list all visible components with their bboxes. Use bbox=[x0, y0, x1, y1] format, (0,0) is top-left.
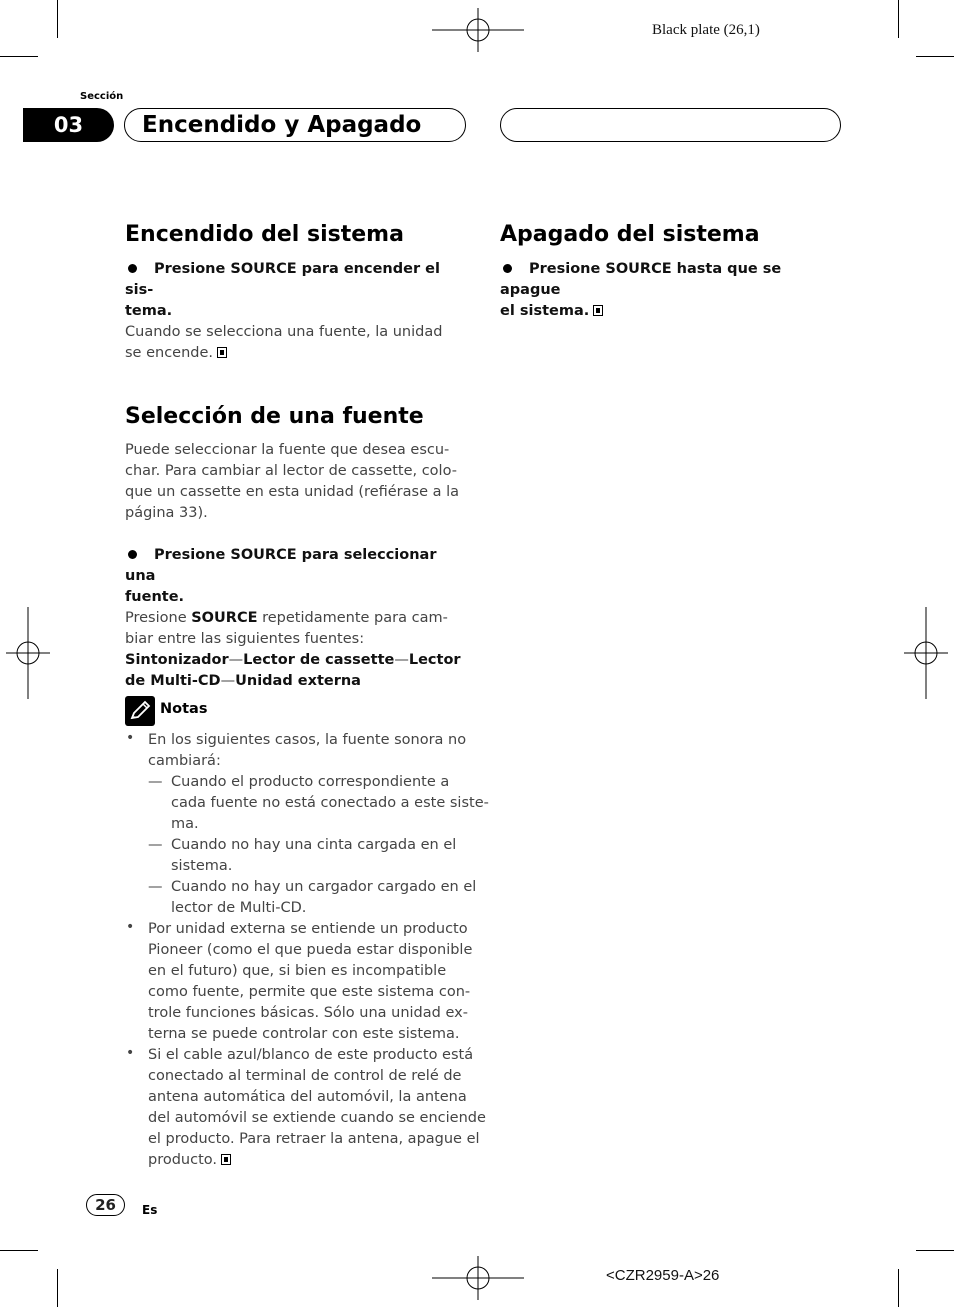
notes-label: Notas bbox=[160, 701, 208, 717]
notes-pencil-icon bbox=[125, 696, 155, 726]
note-line: antena automática del automóvil, la antena bbox=[148, 1089, 467, 1105]
source-list: Sintonizador—Lector de cassette—Lector bbox=[125, 652, 461, 668]
note-subline: lector de Multi-CD. bbox=[171, 900, 307, 916]
note-subline: Cuando no hay un cargador cargado en el bbox=[171, 879, 477, 895]
note-dash: — bbox=[148, 879, 163, 895]
power-on-step: Presione SOURCE para encender el sis- tema. Cuando se selecciona una fuente, la unidad se encende. bbox=[125, 261, 443, 361]
note-line: el producto. Para retraer la antena, apague el bbox=[148, 1131, 480, 1147]
note-dash: — bbox=[148, 837, 163, 853]
end-mark-icon bbox=[221, 1154, 231, 1165]
note-line: producto. bbox=[148, 1150, 231, 1171]
source-select-intro: Puede seleccionar la fuente que desea escu- char. Para cambiar al lector de cassette, colo- que un cassette en esta unidad (refiérase a la página 33). bbox=[125, 442, 460, 521]
plate-label: Black plate (26,1) bbox=[652, 22, 760, 38]
crop-mark bbox=[916, 1250, 954, 1251]
note-line: terna se puede controlar con este sistema. bbox=[148, 1026, 460, 1042]
language-code: Es bbox=[142, 1203, 158, 1217]
section-label: Sección bbox=[80, 91, 124, 102]
note-line: cambiará: bbox=[148, 753, 221, 769]
end-mark-icon bbox=[217, 347, 227, 358]
registration-mark-icon bbox=[432, 1256, 524, 1300]
note-line: del automóvil se extiende cuando se enciende bbox=[148, 1110, 486, 1126]
note-subline: Cuando no hay una cinta cargada en el bbox=[171, 837, 457, 853]
registration-mark-icon bbox=[904, 607, 948, 699]
power-off-heading: Apagado del sistema bbox=[500, 222, 760, 247]
crop-mark bbox=[898, 0, 899, 38]
note-line: En los siguientes casos, la fuente sonora no bbox=[148, 732, 467, 748]
page-number: 26 bbox=[86, 1194, 125, 1216]
crop-mark bbox=[57, 1269, 58, 1307]
source-select-heading: Selección de una fuente bbox=[125, 404, 424, 429]
note-bullet: • bbox=[126, 1045, 135, 1061]
crop-mark bbox=[916, 56, 954, 57]
crop-mark bbox=[898, 1269, 899, 1307]
power-on-heading: Encendido del sistema bbox=[125, 222, 404, 247]
note-subline: cada fuente no está conectado a este siste- bbox=[171, 795, 489, 811]
bullet-dot-icon bbox=[128, 550, 137, 559]
section-title-box bbox=[124, 108, 466, 142]
registration-mark-icon bbox=[6, 607, 50, 699]
source-select-step: Presione SOURCE para seleccionar una fuente. Presione SOURCE repetidamente para cam- biar entre las siguientes fuentes: Sintonizador—Lector de cassette—Lector de Multi-CD—Unidad externa bbox=[125, 545, 470, 692]
note-line: en el futuro) que, si bien es incompatible bbox=[148, 963, 447, 979]
note-subline: ma. bbox=[171, 816, 199, 832]
section-title: Encendido y Apagado bbox=[142, 112, 422, 138]
note-bullet: • bbox=[126, 730, 135, 746]
document-code: <CZR2959-A>26 bbox=[606, 1267, 720, 1284]
note-subline: sistema. bbox=[171, 858, 233, 874]
note-dash: — bbox=[148, 774, 163, 790]
note-line: Por unidad externa se entiende un producto bbox=[148, 921, 468, 937]
bullet-dot-icon bbox=[128, 264, 137, 273]
note-line: conectado al terminal de control de relé de bbox=[148, 1068, 462, 1084]
end-mark-icon bbox=[593, 305, 603, 316]
section-number: 03 bbox=[23, 108, 114, 142]
note-line: Si el cable azul/blanco de este producto está bbox=[148, 1047, 474, 1063]
crop-mark bbox=[0, 1250, 38, 1251]
note-line: trole funciones básicas. Sólo una unidad ex- bbox=[148, 1005, 468, 1021]
crop-mark bbox=[0, 56, 38, 57]
crop-mark bbox=[57, 0, 58, 38]
note-line: Pioneer (como el que pueda estar disponible bbox=[148, 942, 473, 958]
note-subline: Cuando el producto correspondiente a bbox=[171, 774, 450, 790]
pencil-icon bbox=[125, 696, 155, 726]
note-bullet: • bbox=[126, 919, 135, 935]
bullet-dot-icon bbox=[503, 264, 512, 273]
power-off-step: Presione SOURCE hasta que se apague el sistema. bbox=[500, 261, 782, 319]
note-line: como fuente, permite que este sistema con- bbox=[148, 984, 471, 1000]
section-empty-box bbox=[500, 108, 841, 142]
registration-mark-icon bbox=[432, 8, 524, 52]
